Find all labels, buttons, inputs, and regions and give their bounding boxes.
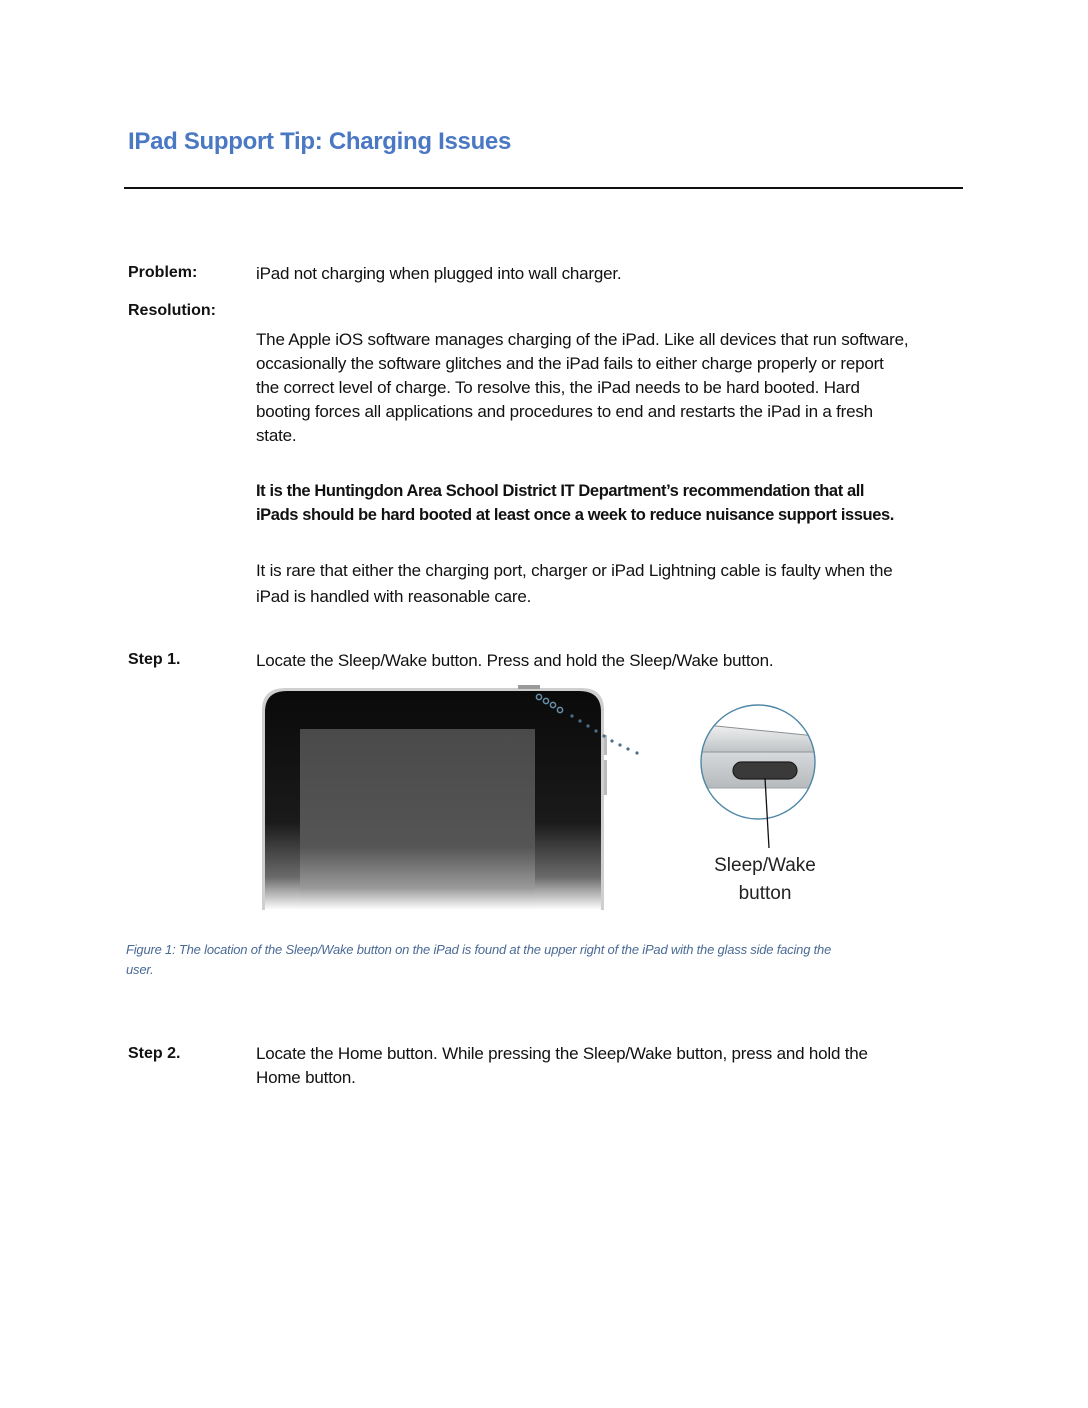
resolution-label: Resolution: [128,302,216,319]
step-2-text [256,1042,968,1090]
callout-line-1: Sleep/Wake [714,855,816,876]
resolution-paragraph-1-line: booting forces all applications and procedures to end and restarts the iPad in a fresh [256,402,873,421]
step-1-text: Locate the Sleep/Wake button. Press and hold the Sleep/Wake button. [256,651,774,670]
callout-line-2: button [738,883,792,904]
recommendation-line: iPads should be hard booted at least once a week to reduce nuisance support issues. [256,506,894,524]
step-2-line: Home button. [256,1068,356,1087]
figure-1-caption [126,940,966,980]
step-2-label: Step 2. [128,1045,181,1062]
title-divider [124,187,963,189]
resolution-paragraph-3-line: It is rare that either the charging port, charger or iPad Lightning cable is faulty when the [256,561,893,580]
resolution-paragraph-1-line: the correct level of charge. To resolve this, the iPad needs to be hard booted. Hard [256,378,860,397]
sleep-wake-button-shape [733,762,797,779]
resolution-paragraph-1-line: occasionally the software glitches and the iPad fails to either charge properly or report [256,354,884,373]
problem-text: iPad not charging when plugged into wall charger. [256,264,622,283]
caption-line: user. [126,962,154,977]
resolution-paragraph-1-line: The Apple iOS software manages charging of the iPad. Like all devices that run software, [256,330,909,349]
resolution-paragraph-1-line: state. [256,426,297,445]
recommendation-line: It is the Huntingdon Area School District IT Department’s recommendation that all [256,482,865,500]
step-1-label: Step 1. [128,651,181,668]
ipad-device-illustration [262,685,607,910]
problem-label: Problem: [128,264,198,281]
caption-line: Figure 1: The location of the Sleep/Wake button on the iPad is found at the upper right of the iPad with the glass side facing the [126,942,832,957]
step-2-line: Locate the Home button. While pressing the Sleep/Wake button, press and hold the [256,1044,868,1063]
recommendation-paragraph [256,479,968,527]
magnifier-circle [696,700,826,848]
sleep-wake-callout-label [700,852,830,908]
resolution-paragraph-3-line: iPad is handled with reasonable care. [256,587,532,606]
page-title: IPad Support Tip: Charging Issues [128,128,512,155]
resolution-paragraph-1 [256,328,968,448]
resolution-paragraph-3 [256,558,968,610]
top-button-nub [518,685,540,689]
